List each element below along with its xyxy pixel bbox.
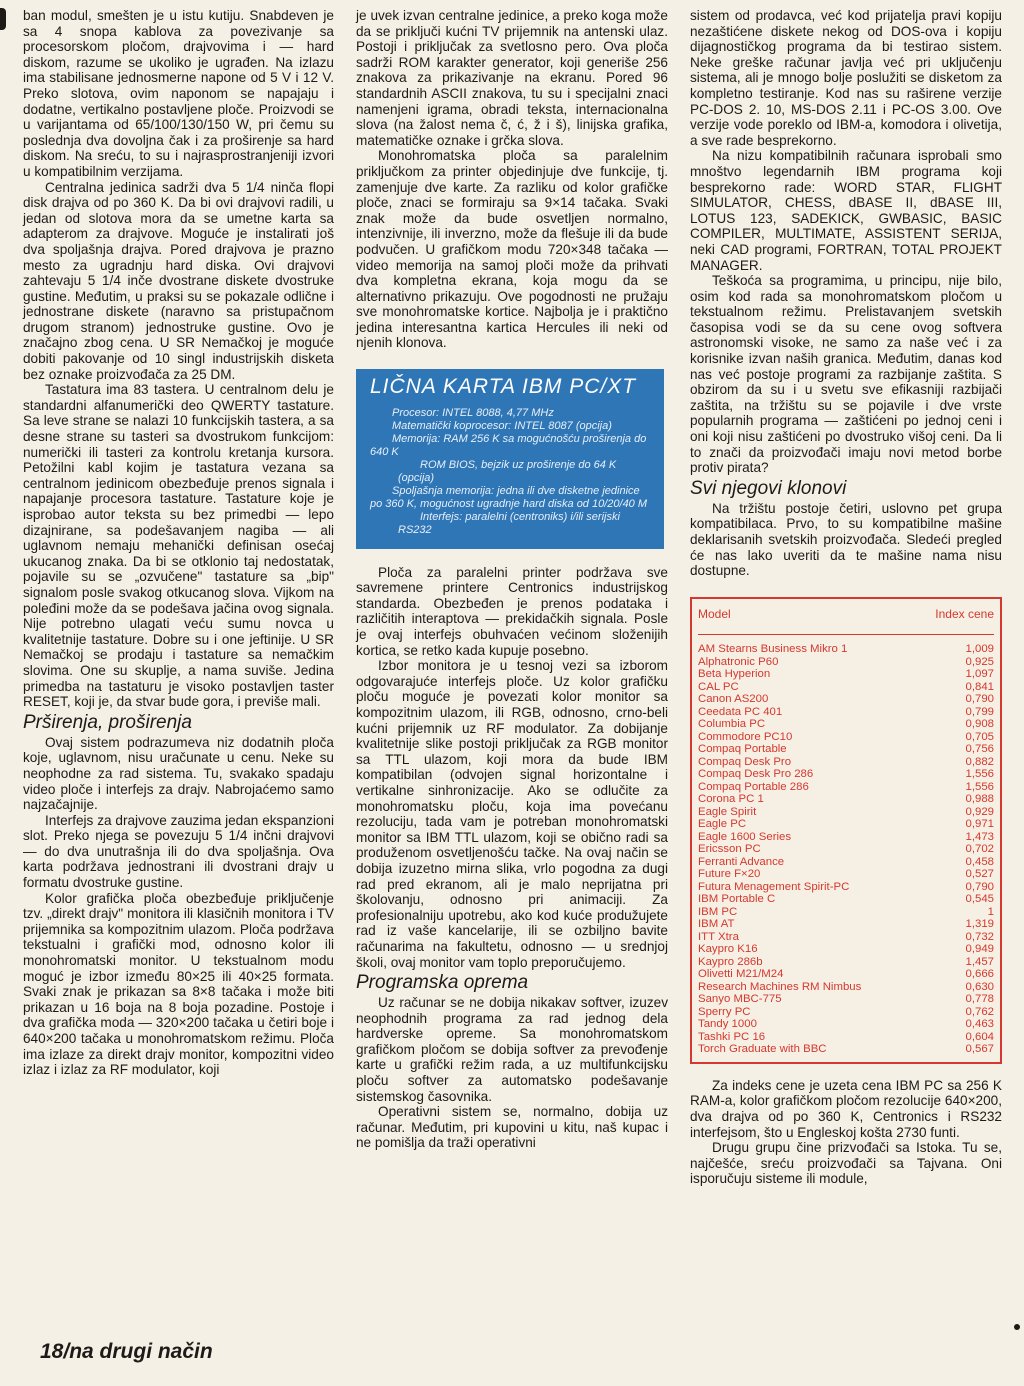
table-cell-index: 0,790	[965, 880, 994, 893]
table-cell-model: Ericsson PC	[698, 843, 761, 856]
table-cell-index: 0,458	[965, 855, 994, 868]
table-row	[698, 643, 994, 656]
table-cell-model: Corona PC 1	[698, 793, 764, 806]
page-edge-mark	[0, 8, 6, 30]
table-cell-index: 1,009	[965, 643, 994, 656]
table-row	[698, 793, 994, 806]
column-2	[356, 8, 668, 1151]
table-cell-index: 1,319	[965, 918, 994, 931]
table-cell-model: Kaypro K16	[698, 943, 758, 956]
paragraph: Tastatura ima 83 tastera. U centralnom delu je standardni alfanumerički deo QWERTY tastature. Sa leve strane se nalazi 10 funkcijskih tastera, a sa desne strane su tasteri sa dvostrukom funkcijom: numerički ili tasteri za kontrolu kretanja kursora. Petožilni kabl kojim je tastatura vezana sa centralnom jedinicom obezbeđuje prenos signala i napajanje procesora tastature. Tastature koje je isprobao autor teksta su bez primedbi — lepo dizajnirane, sa podešavanjem nagiba — ali uglavnom nemaju mehanički definisan osećaj ukucanog znaka. Da bi se otklonio taj nedostatak, pojavile su se „ozvučene" tastature sa „bip" signalom posle svakog otkucanog slova. Vijkom na poleđini može da se podešava jačina ovog signala. Nije potrebno ulagati veću sumu novca u kvalitetnije tastature. Dobre su i one jeftinije. U SR Nemačkoj se prodaju i tastature sa nemačkim slovima. One su skuplje, a nama suviše. Jedina primedba na tastaturu je visoko postavljen taster RESET, koji je, da stvar bude gora, i previše mali.	[23, 382, 334, 710]
table-cell-index: 0,705	[965, 730, 994, 743]
table-cell-index: 0,762	[965, 1005, 994, 1018]
table-row	[698, 693, 994, 706]
paragraph: Monohromatska ploča sa paralelnim priključkom za printer objedinjuje dve funkcije, tj. zamenjuje dve karte. Za razliku od kolor grafičke ploče, znaci se formiraju sa 9×14 tačaka. Svaki znak može da bude osvetljen normalno, intenzivnije, ili inverzno, može da flešuje ili da bude podvučen. U grafičkom modu 720×348 tačaka — video memorija na samoj ploči može da prihvati dva kompletna ekrana, koja mogu da se alternativno prikazuju. Ove pogodnosti ne pružaju sve monohromatske kortice. Najbolja je i praktično jedina interesantna kartica Hercules ili neki od njenih klonova.	[356, 148, 668, 351]
page-dot-mark	[1014, 1324, 1020, 1330]
table-cell-index: 0,971	[965, 818, 994, 831]
column-1	[23, 8, 334, 1078]
table-row	[698, 1043, 994, 1056]
paragraph: Operativni sistem se, normalno, dobija uz računar. Međutim, pri kupovini u kitu, naš kupac i ne pomišlja da traži operativni	[356, 1104, 668, 1151]
table-cell-model: Canon AS200	[698, 693, 769, 706]
paragraph: Centralna jedinica sadrži dva 5 1/4 ninča flopi disk drajva od po 360 K. Da bi ovi drajvovi radili, u jedan od slotova mora da se umetne karta sa adapterom za drajvove. Moguće je instalirati još dva spoljašnja drajva. Pored drajvova je prazno mesto za ugradnju hard diska. Ovi drajvovi zahtevaju 5 1/4 inče dvostrane diskete dvostruke gustine. Međutim, u praksi su se pokazale odlične i jednostrane diskete (naravno sa pristupačnom drugom stranom) jednostruke gustine. Ovo je značajno zbog cena. U SR Nemačkoj je moguće dobiti pakovanje od 10 singl industrijskih disketa bez oznake proizvođača za 25 DM.	[23, 179, 334, 382]
table-cell-index: 0,799	[965, 705, 994, 718]
table-cell-model: Sanyo MBC-775	[698, 993, 782, 1006]
table-cell-index: 1,556	[965, 780, 994, 793]
table-row	[698, 1018, 994, 1031]
section-heading-programska-oprema: Programska oprema	[356, 972, 529, 994]
table-cell-index: 1,097	[965, 668, 994, 681]
table-cell-model: IBM Portable C	[698, 893, 776, 906]
paragraph: Ploča za paralelni printer podržava sve savremene printere Centronics industrijskog standarda. Obezbeđen je prenos podataka i različitih interaptova — prekidačkih signala. Posle je ovaj interfejs obuhvaćen većinom složenijih kortica, se retko kada kupuje posebno.	[356, 564, 668, 658]
paragraph: ban modul, smešten je u istu kutiju. Snabdeven je sa 4 snopa kablova za povezivanje sa procesorskom pločom, drajvovima i — hard diskom, razume se ukoliko je ugrađen. Na izlazu ima stabilisane jednosmerne napone od 5 V i 12 V. Preko slotova, ovim naponom se napajaju i dodatne, vertikalno postavljene ploče. Proizvodi se u varijantama od 65/100/130/150 W, pri čemu su poslednja dva dovoljna čak i za proširenje sa hard diskom. Na sreću, to su i najrasprostranjeniji izvori u kompatibilnim verzijama.	[23, 8, 334, 179]
table-row	[698, 681, 994, 694]
table-cell-model: Tashki PC 16	[698, 1030, 766, 1043]
table-cell-index: 0,908	[965, 718, 994, 731]
paragraph: Za indeks cene je uzeta cena IBM PC sa 256 K RAM-a, kolor grafičkom pločom rezolucije 640×200, dva drajva od po 360 K, Centronics i RS232 interfejsom, što u Engleskoj košta 2730 funti.	[690, 1077, 1002, 1140]
section-heading-klonovi: Svi njegovi klonovi	[690, 477, 847, 499]
spec-line: Matematički koprocesor: INTEL 8087 (opcija)	[392, 419, 612, 432]
table-row	[698, 843, 994, 856]
spec-sidebar	[356, 369, 664, 549]
spec-line: Interfejs: paralelni (centroniks) i/ili serijski RS232	[398, 510, 620, 536]
table-cell-index: 0,604	[965, 1030, 994, 1043]
paragraph: Interfejs za drajvove zauzima jedan ekspanzioni slot. Preko njega se povezuju 5 1/4 inčni drajvovi — do dva unutrašnja ili do dva spoljašnja. Ova karta podržava jednostrani ili dvostrani drajv u formatu dvostruke gustine.	[23, 812, 334, 891]
table-cell-index: 0,929	[965, 805, 994, 818]
paragraph: je uvek izvan centralne jedinice, a preko koga može da se priključi kućni TV prijemnik na antenski ulaz. Postoji i priključak za svetlosno pero. Ova ploča sadrži ROM karakter generator, koji generiše 256 znakova za prikazivanje na ekranu. Pored 96 standardnih ASCII znakova, tu su i specijalni znaci namenjeni igrama, obradi teksta, internacionalna slova (na žalost nema č, ć, ž i š), linijska grafika, matematičke oznake i grčka slova.	[356, 8, 668, 148]
table-cell-model: Futura Menagement Spirit-PC	[698, 880, 850, 893]
column-3	[690, 8, 1002, 1187]
table-cell-index: 0,778	[965, 993, 994, 1006]
table-cell-index: 0,463	[965, 1018, 994, 1031]
paragraph: Izbor monitora je u tesnoj vezi sa izborom odgovarajuće interfejs ploče. Uz kolor grafičku ploču moguće je povezati kolor monitor sa kompozitnim ulazom, ili RGB, odnosno, crno-beli kućni prijemnik uz RF modulator. Za dobijanje kvalitetnije slike postoji priključak za RGB monitor sa TTL ulazom, koji mora da bude IBM kompatibilan (odvojen signal horizontalne i vertikalne sinhronizacije. Ako se odlučite za monohromatsku ploču, koja ima povećanu rezoluciju, tada vam je potreban monohromatski monitor sa IBM TTL ulazom, koji se obično radi sa produženom osvetljenošću tačke. Na ovaj način se dobija izuzetno mirna slika, vrlo pogodna za dugi rad pred ekranom, ali je malo neprijatna pri školovanju, odnosno pri animaciji. Za profesionalniju upotrebu, ako kod kuće produžujete rad iz vaše kancelarije, ili se ozbiljno bavite računarima na fakultetu, odnosno — u srednjoj školi, ovaj monitor vam toplo preporučujemo.	[356, 658, 668, 970]
table-cell-model: Kaypro 286b	[698, 955, 763, 968]
paragraph: Teškoća sa programima, u principu, nije bilo, osim kod rada sa monohromatskom pločom u tekstualnom režimu. Prelistavanjem svetskih časopisa vodi se da su cene ovog softvera astronomski visoke, ne samo za naše već i za korisnike izvan naših granica. Međutim, danas kod nas već postoje programi za razbijanje zaštita. S obzirom da su i u svetu sve efikasniji razbijači zaštita, na tržištu su se pojavile i dve vrste popularnih programa — zaštićeni po jednoj ceni i oni koji nisu zaštićeni po dvostruko višoj ceni. Da li to znači da proizvođači imaju novi metod borbe protiv pirata?	[690, 273, 1002, 476]
spec-line: ROM BIOS, bejzik uz proširenje do 64 K (opcija)	[398, 458, 617, 484]
spec-line: Procesor: INTEL 8088, 4,77 MHz	[392, 406, 554, 419]
table-cell-model: Compaq Portable	[698, 743, 787, 756]
table-row	[698, 731, 994, 744]
table-cell-index: 0,988	[965, 793, 994, 806]
table-cell-index: 0,666	[965, 968, 994, 981]
table-cell-index: 0,949	[965, 943, 994, 956]
table-cell-index: 0,702	[965, 843, 994, 856]
table-row	[698, 906, 994, 919]
table-cell-index: 1,473	[965, 830, 994, 843]
table-cell-model: Sperry PC	[698, 1005, 751, 1018]
table-cell-model: Commodore PC10	[698, 730, 793, 743]
table-cell-model: Compaq Desk Pro	[698, 755, 792, 768]
table-row	[698, 831, 994, 844]
table-cell-index: 1,457	[965, 955, 994, 968]
table-cell-index: 0,545	[965, 893, 994, 906]
table-row	[698, 756, 994, 769]
table-cell-index: 0,756	[965, 743, 994, 756]
table-row	[698, 868, 994, 881]
table-header-index: Index cene	[935, 606, 994, 621]
table-cell-model: Columbia PC	[698, 718, 766, 731]
table-row	[698, 718, 994, 731]
spec-line: Memorija: RAM 256 K sa mogućnošću proširenja do 640 K	[370, 432, 647, 458]
table-cell-model: Compaq Portable 286	[698, 780, 809, 793]
table-row	[698, 806, 994, 819]
table-cell-model: Future F×20	[698, 868, 761, 881]
table-cell-model: ITT Xtra	[698, 930, 739, 943]
table-cell-model: AM Stearns Business Mikro 1	[698, 643, 848, 656]
table-row	[698, 931, 994, 944]
table-cell-index: 0,567	[965, 1043, 994, 1056]
paragraph: Uz računar se ne dobija nikakav softver, izuzev neophodnih programa za rad jednog dela hardverske opreme. Sa monohromatskom grafičkom pločom se dobija softver za prevođenje karte u grafički režim rada, a uz multifunkcijsku ploču softver za automatsko podešavanje sistemskog časovnika.	[356, 995, 668, 1104]
table-row	[698, 656, 994, 669]
table-header-model: Model	[698, 606, 731, 621]
table-row	[698, 943, 994, 956]
table-row	[698, 918, 994, 931]
table-cell-index: 0,925	[965, 655, 994, 668]
spec-line: Spoljašnja memorija: jedna ili dve disketne jedinice po 360 K, mogućnost ugradnje hard diska od 10/20/40 M	[370, 484, 648, 510]
table-row	[698, 668, 994, 681]
table-cell-index: 0,882	[965, 755, 994, 768]
table-cell-model: IBM PC	[698, 905, 738, 918]
table-cell-model: Torch Graduate with BBC	[698, 1043, 827, 1056]
table-cell-model: Eagle PC	[698, 818, 747, 831]
spec-title: LIČNA KARTA IBM PC/XT	[370, 375, 637, 399]
table-row	[698, 856, 994, 869]
page-number-footer: 18/na drugi način	[40, 1340, 213, 1363]
table-cell-model: Olivetti M21/M24	[698, 968, 784, 981]
paragraph: Ovaj sistem podrazumeva niz dodatnih ploča koje, uglavnom, nisu uračunate u cenu. Neke su neophodne za rad sistema. Tu, svakako spadaju video ploče i interfejs za drajv. Nabrojaćemo samo najzačajnije.	[23, 734, 334, 813]
table-cell-index: 1	[987, 905, 994, 918]
table-row	[698, 706, 994, 719]
table-cell-index: 0,732	[965, 930, 994, 943]
table-cell-model: Research Machines RM Nimbus	[698, 980, 862, 993]
table-cell-index: 1,556	[965, 768, 994, 781]
table-row	[698, 956, 994, 969]
table-cell-model: Ceedata PC 401	[698, 705, 783, 718]
table-row	[698, 818, 994, 831]
paragraph: Drugu grupu čine prizvođači sa Istoka. Tu se, najčešće, sreću proizvođači sa Tajvana. Oni isporučuju sisteme ili module,	[690, 1140, 1002, 1187]
table-row	[698, 1031, 994, 1044]
table-row	[698, 968, 994, 981]
section-heading-prosirenja: Prširenja, proširenja	[23, 711, 192, 733]
table-cell-model: Beta Hyperion	[698, 668, 771, 681]
table-cell-model: Ferranti Advance	[698, 855, 785, 868]
table-row	[698, 743, 994, 756]
table-cell-model: Compaq Desk Pro 286	[698, 768, 814, 781]
table-row	[698, 1006, 994, 1019]
table-row	[698, 881, 994, 894]
table-cell-index: 0,527	[965, 868, 994, 881]
table-cell-model: CAL PC	[698, 680, 739, 693]
paragraph: Na tržištu postoje četiri, uslovno pet grupa kompatibilaca. Prvo, to su kompatibilne mašine deklarisanih svetskih proizvođača. Sledeći pregled će nas lako uveriti da te mašine nama nisu dostupne.	[690, 500, 1002, 579]
table-cell-model: Alphatronic P60	[698, 655, 779, 668]
table-row	[698, 981, 994, 994]
table-row	[698, 993, 994, 1006]
table-cell-index: 0,630	[965, 980, 994, 993]
table-rows	[698, 643, 994, 1056]
table-cell-model: Tandy 1000	[698, 1018, 757, 1031]
paragraph: Na nizu kompatibilnih računara isprobali smo mnoštvo legendarnih IBM programa koji besprekorno rade: WORD STAR, FLIGHT SIMULATOR, CHESS, dBASE II, dBASE III, LOTUS 123, SADEKICK, GWBASIC, BASIC COMPILER, MULTIMATE, ASSISTENT SERIJA, neki CAD programi, FORTRAN, TOTAL PROJEKT MANAGER.	[690, 148, 1002, 273]
table-header	[698, 603, 994, 636]
table-cell-model: Eagle 1600 Series	[698, 830, 792, 843]
table-row	[698, 893, 994, 906]
paragraph: sistem od prodavca, već kod prijatelja pravi kopiju nezaštićene diskete nekog od DOS-ova i kopiju dijagnostičkog programa da bi testirao sistem. Neke greške računar javlja već pri uključenju sistema, ali je mnogo bolje poslužiti se disketom za kompletno testiranje. Kod nas su raširene verzije PC-DOS 2. 10, MS-DOS 2.11 i PC-OS 3.00. Ove verzije vode poreklo od IBM-a, komodora i olivetija, a sve rade besprekorno.	[690, 8, 1002, 148]
table-cell-index: 0,841	[965, 680, 994, 693]
price-index-table	[690, 597, 1002, 1064]
table-cell-index: 0,790	[965, 693, 994, 706]
table-row	[698, 781, 994, 794]
paragraph: Kolor grafička ploča obezbeđuje priključenje tzv. „direkt drajv" monitora ili klasičnih monitora i TV prijemnika sa kompozitnim ulazom. Ploča podržava tekstualni i grafički mod, odnosno kolor ili monohromatski monitor. U tekstualnom modu moguć je izbor između 80×25 ili 40×25 formata. Svaki znak je prikazan sa 8×8 tačaka i može biti prikazan u 16 boja na 8 boja pozadine. Postoje i dva grafička moda — 320×200 tačaka u četiri boje i 640×200 tačaka u monohromatskom režimu. Ploča ima izlaze za direkt drajv monitor, kompozitni video izlaz i izlaz za RF modulator, koji	[23, 890, 334, 1078]
table-cell-model: IBM AT	[698, 918, 735, 931]
table-cell-model: Eagle Spirit	[698, 805, 757, 818]
table-row	[698, 768, 994, 781]
